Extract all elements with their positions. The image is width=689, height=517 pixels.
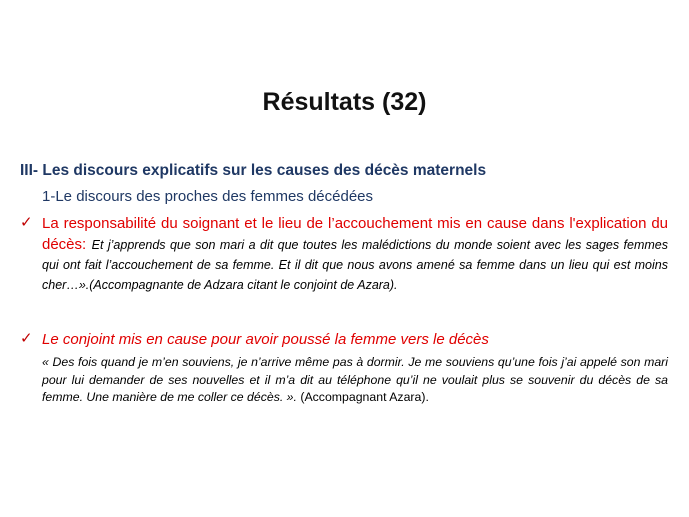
bullet-body xyxy=(42,329,668,407)
bullet-item xyxy=(20,213,668,295)
bullet-quote: Et j’apprends que son mari a dit que toutes les malédictions du monde soient avec les sages femmes qui ont fait l’accouchement de sa femme. Et il dit que nous avons amené sa femme dans un lieu qui est moins cher…».(Accompagnante de Adzara citant le conjoint de Azara). xyxy=(42,238,669,292)
section-heading: III- Les discours explicatifs sur les causes des décès maternels xyxy=(20,162,487,179)
quote-text: « Des fois quand je m’en souviens, je n’arrive même pas à dormir. Je me souviens qu’une fois j’ai appelé son mari pour lui demander de ses nouvelles et il m’a dit au téléphone qu’il ne voulait plus se souvenir du décès de sa femme. Une manière de me coller ce décès. ». xyxy=(42,355,668,404)
slide-title: Résultats (32) xyxy=(262,88,427,116)
bullet-heading: La responsabilité du soignant et le lieu de l’accouchement mis en cause dans l'explication du décès: xyxy=(42,215,668,253)
checkmark-icon: ✓ xyxy=(20,213,33,231)
bullet-item xyxy=(20,329,668,407)
bullet-body xyxy=(42,213,668,295)
bullet-quote xyxy=(42,354,668,407)
sub-heading: 1-Le discours des proches des femmes décédées xyxy=(42,188,374,205)
checkmark-icon: ✓ xyxy=(20,329,33,347)
bullet-heading: Le conjoint mis en cause pour avoir poussé la femme vers le décès xyxy=(42,331,489,348)
quote-attribution: (Accompagnant Azara). xyxy=(300,390,429,404)
